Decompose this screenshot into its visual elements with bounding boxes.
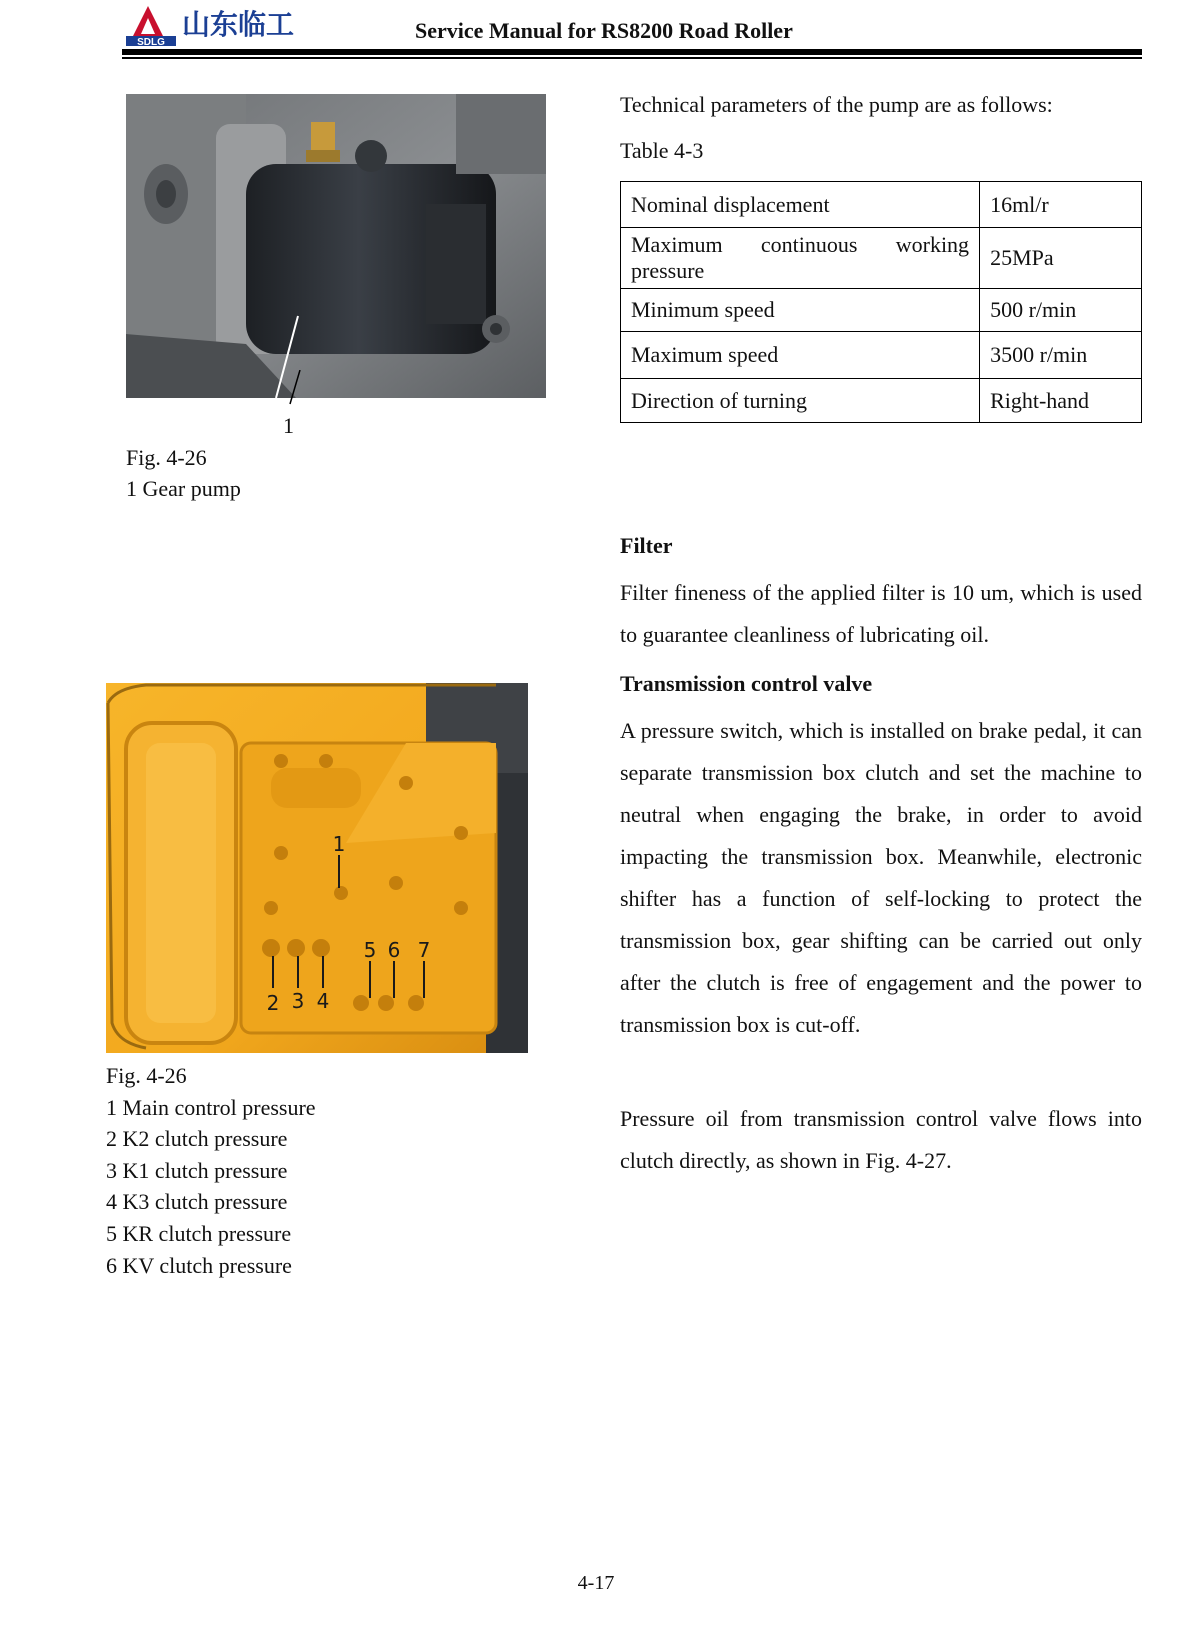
valve-callout-3: 3 (291, 989, 305, 1013)
valve-callout-7: 7 (417, 938, 431, 962)
figure2-legend-item: 1 Main control pressure (106, 1095, 316, 1120)
table-row (621, 228, 1142, 289)
tcv-paragraph-1: A pressure switch, which is installed on brake pedal, it can separate transmission box clutch and set the machine to neutral when engaging the brake, in order to avoid impacting the transmission box. Meanwhile, electronic shifter has a function of self-locking to protect the transmission box, gear shifting can be carried out only after the clutch is free of engagement and the power to transmission box is cut-off. (620, 718, 1142, 1037)
figure2-legend-item: 3 K1 clutch pressure (106, 1158, 288, 1183)
param-value: 500 r/min (980, 289, 1142, 332)
header-title: Service Manual for RS8200 Road Roller (415, 18, 793, 43)
sdlg-logo (126, 4, 346, 46)
logo-abbrev: SDLG (137, 37, 165, 46)
gear-pump-photo (126, 94, 546, 398)
param-value: Right-hand (980, 379, 1142, 423)
valve-callout-6: 6 (387, 938, 401, 962)
param-value: 3500 r/min (980, 332, 1142, 379)
param-name: Direction of turning (621, 379, 980, 423)
figure2-legend-item: 6 KV clutch pressure (106, 1253, 292, 1278)
valve-callout-2: 2 (266, 991, 280, 1015)
param-name: Maximum speed (621, 332, 980, 379)
figure2-legend-item: 4 K3 clutch pressure (106, 1189, 288, 1214)
sdlg-logo-graphic (126, 4, 346, 46)
table-row (621, 289, 1142, 332)
tcv-heading: Transmission control valve (620, 671, 873, 696)
table-row (621, 379, 1142, 423)
control-valve-photo (106, 683, 528, 1053)
table-label: Table 4-3 (620, 138, 704, 163)
param-name: Minimum speed (621, 289, 980, 332)
param-name: Nominal displacement (621, 182, 980, 228)
callout-leader-line (270, 370, 310, 410)
header-rule (122, 49, 1142, 55)
pump-parameters-table (620, 181, 1142, 423)
tcv-paragraph-2: Pressure oil from transmission control valve flows into clutch directly, as shown in Fig. 4-27. (620, 1106, 1142, 1173)
table-row (621, 182, 1142, 228)
table-row (621, 332, 1142, 379)
figure2-legend-item: 2 K2 clutch pressure (106, 1126, 288, 1151)
figure1-caption-title: Fig. 4-26 (126, 445, 207, 470)
valve-callout-4: 4 (316, 989, 330, 1013)
callout-1: 1 (283, 413, 294, 438)
filter-text: Filter fineness of the applied filter is 10 um, which is used to guarantee cleanliness of lubricating oil. (620, 580, 1142, 647)
figure2-legend-item: 5 KR clutch pressure (106, 1221, 292, 1246)
valve-callout-1: 1 (332, 832, 346, 856)
logo-text: 山东临工 (182, 8, 295, 41)
header-rule-thin (122, 57, 1142, 59)
param-value: 25MPa (980, 228, 1142, 289)
param-value: 16ml/r (980, 182, 1142, 228)
param-name: Maximum continuous working pressure (621, 228, 980, 289)
figure2-caption-title: Fig. 4-26 (106, 1063, 187, 1088)
filter-heading: Filter (620, 533, 673, 558)
pump-intro: Technical parameters of the pump are as follows: (620, 92, 1053, 117)
page-number: 4-17 (577, 1572, 615, 1594)
figure1-legend-item: 1 Gear pump (126, 476, 241, 501)
valve-callout-5: 5 (363, 938, 377, 962)
